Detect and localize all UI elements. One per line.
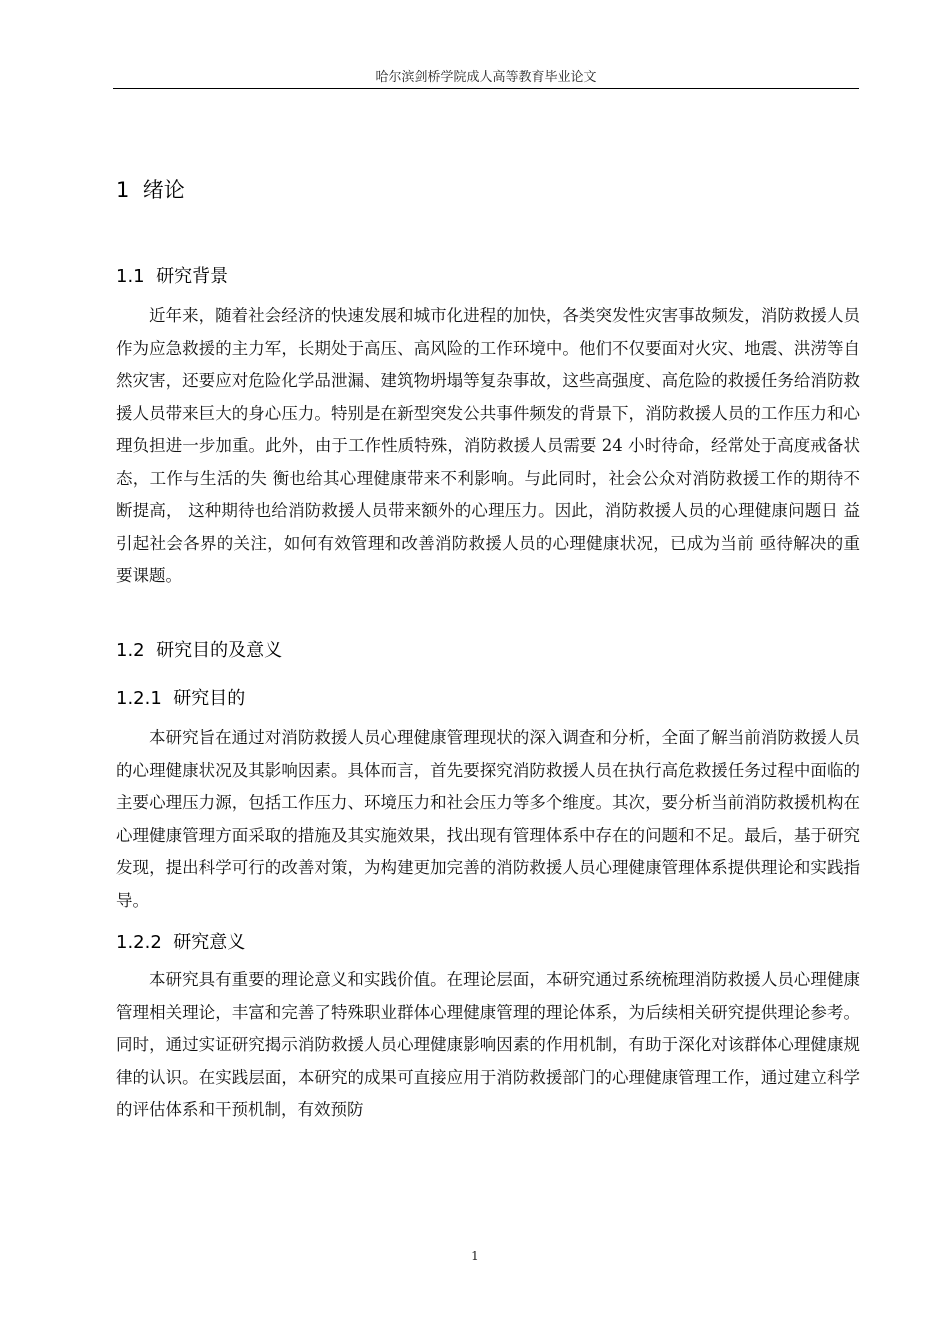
- header-rule: [113, 88, 859, 89]
- section-body-1-2-2: 本研究具有重要的理论意义和实践价值。在理论层面，本研究通过系统梳理消防救援人员心理健康管理相关理论，丰富和完善了特殊职业群体心理健康管理的理论体系，为后续相关研究提供理论参考。同时，通过实证研究揭示消防救援人员心理健康影响因素的作用机制，有助于深化对该群体心理健康规律的认识。在实践层面，本研究的成果可直接应用于消防救援部门的心理健康管理工作，通过建立科学的评估体系和干预机制，有效预防: [116, 970, 860, 1119]
- section-body-1-2-1: 本研究旨在通过对消防救援人员心理健康管理现状的深入调查和分析，全面了解当前消防救援人员的心理健康状况及其影响因素。具体而言，首先要探究消防救援人员在执行高危救援任务过程中面临的主要心理压力源，包括工作压力、环境压力和社会压力等多个维度。其次，要分析当前消防救援机构在心理健康管理方面采取的措施及其实施效果，找出现有管理体系中存在的问题和不足。最后，基于研究发现，提出科学可行的改善对策，为构建更加完善的消防救援人员心理健康管理体系提供理论和实践指导。: [116, 728, 860, 910]
- section-title-1-2: 1.2 研究目的及意义: [116, 640, 283, 661]
- section-title-1-2-1: 1.2.1 研究目的: [116, 688, 246, 709]
- section-body-1-1: 近年来，随着社会经济的快速发展和城市化进程的加快，各类突发性灾害事故频发，消防救援人员作为应急救援的主力军，长期处于高压、高风险的工作环境中。他们不仅要面对火灾、地震、洪涝等自然灾害，还要应对危险化学品泄漏、建筑物坍塌等复杂事故，这些高强度、高危险的救援任务给消防救援人员带来巨大的身心压力。特别是在新型突发公共事件频发的背景下，消防救援人员的工作压力和心理负担进一步加重。此外，由于工作性质特殊，消防救援人员需要 24 小时待命，经常处于高度戒备状态，工作与生活的失 衡也给其心理健康带来不利影响。与此同时，社会公众对消防救援工作的期待不断提高， 这种期待也给消防救援人员带来额外的心理压力。因此，消防救援人员的心理健康问题日 益引起社会各界的关注，如何有效管理和改善消防救援人员的心理健康状况，已成为当前 亟待解决的重要课题。: [116, 306, 860, 585]
- chapter-title: 1 绪论: [116, 178, 185, 202]
- section-title-1-2-2: 1.2.2 研究意义: [116, 932, 246, 953]
- section-title-1-1: 1.1 研究背景: [116, 266, 229, 287]
- running-header: 哈尔滨剑桥学院成人高等教育毕业论文: [375, 70, 597, 85]
- page-number: 1: [471, 1249, 479, 1263]
